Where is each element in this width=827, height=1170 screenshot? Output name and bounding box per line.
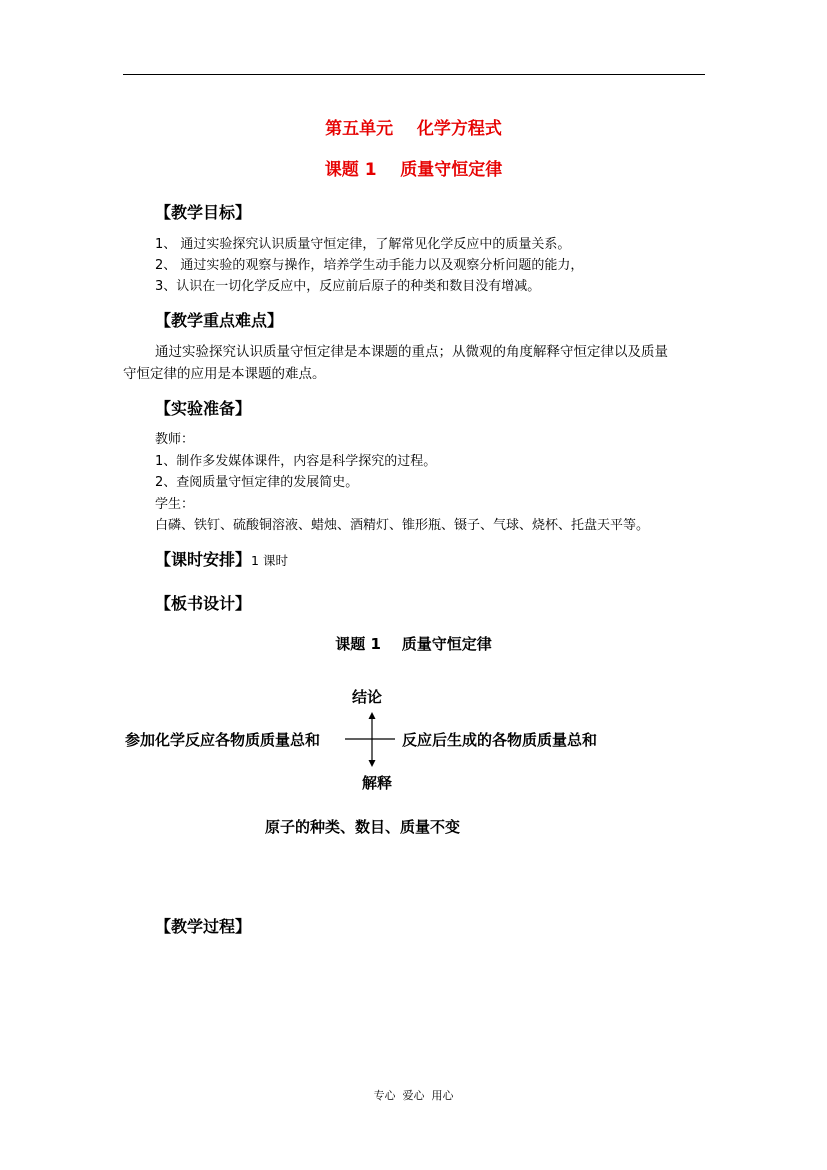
process-heading: 【教学过程】 — [155, 917, 252, 936]
arrow-down-icon — [369, 760, 376, 767]
board-right-label: 反应后生成的各物质质量总和 — [402, 731, 598, 749]
arrow-up-icon — [369, 712, 376, 719]
board-title: 课题 1 质量守恒定律 — [335, 635, 492, 653]
teacher-label: 教师： — [155, 432, 195, 447]
student-items: 白磷、铁钉、硫酸铜溶液、蜡烛、酒精灯、锥形瓶、镊子、气球、烧杯、托盘天平等。 — [155, 518, 650, 533]
objective-item-3: 3、认识在一切化学反应中，反应前后原子的种类和数目没有增减。 — [155, 279, 541, 294]
schedule-value: 1 课时 — [251, 553, 288, 568]
board-cross-arrow — [345, 710, 395, 770]
board-left-label: 参加化学反应各物质质量总和 — [125, 731, 321, 749]
board-top-label: 结论 — [352, 688, 383, 706]
top-rule — [123, 74, 705, 75]
teacher-item-1: 1、制作多发媒体课件，内容是科学探究的过程。 — [155, 454, 437, 469]
key-points-line-1: 通过实验探究认识质量守恒定律是本课题的重点；从微观的角度解释守恒定律以及质量 — [155, 344, 668, 360]
preparation-heading: 【实验准备】 — [155, 399, 252, 418]
lesson-title: 课题 1 质量守恒定律 — [324, 160, 503, 180]
objectives-heading: 【教学目标】 — [155, 203, 252, 222]
unit-title: 第五单元 化学方程式 — [325, 119, 502, 139]
objective-item-1: 1、 通过实验探究认识质量守恒定律，了解常见化学反应中的质量关系。 — [155, 237, 571, 252]
student-label: 学生： — [155, 497, 195, 512]
page-footer: 专心 爱心 用心 — [373, 1089, 454, 1102]
objective-item-2: 2、 通过实验的观察与操作，培养学生动手能力以及观察分析问题的能力， — [155, 258, 584, 273]
board-conclusion: 原子的种类、数目、质量不变 — [265, 818, 461, 836]
key-points-heading: 【教学重点难点】 — [155, 311, 284, 330]
teacher-item-2: 2、查阅质量守恒定律的发展简史。 — [155, 475, 359, 490]
key-points-line-2: 守恒定律的应用是本课题的难点。 — [123, 366, 326, 382]
schedule-heading-text: 【课时安排】 — [155, 550, 252, 569]
schedule-heading — [155, 547, 288, 570]
board-bottom-label: 解释 — [362, 774, 393, 792]
board-heading: 【板书设计】 — [155, 594, 252, 613]
